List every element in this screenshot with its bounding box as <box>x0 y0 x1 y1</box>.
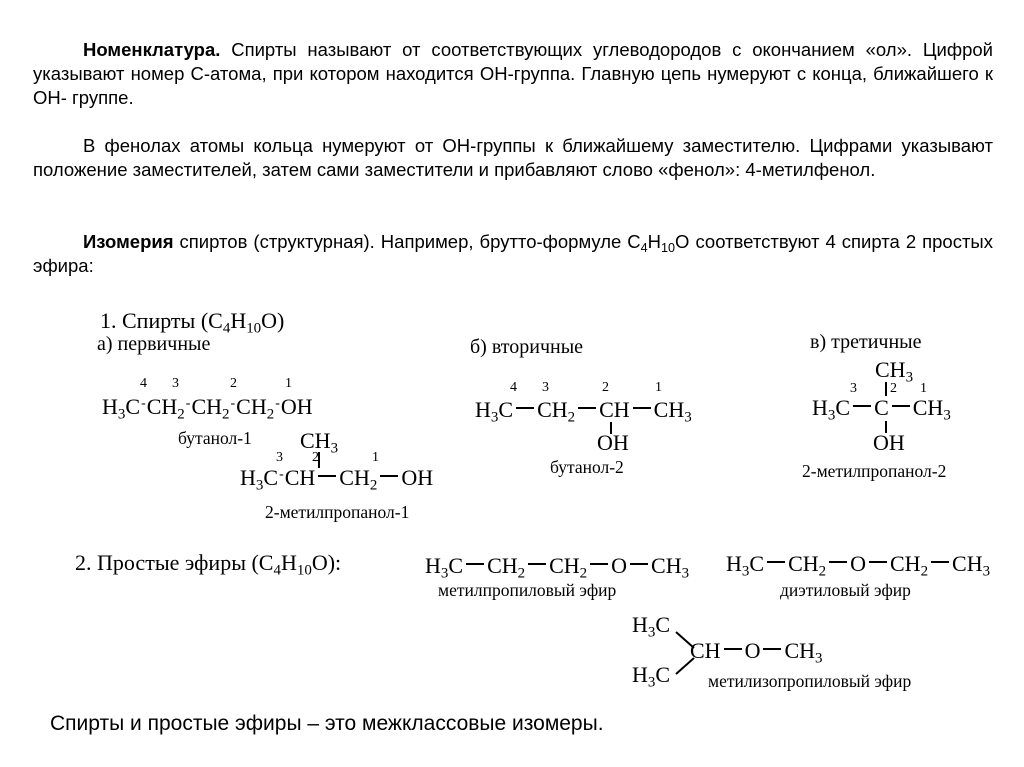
ethers-title-sub4: 4 <box>273 562 281 579</box>
methylpropanol2-formula: $H_3C$ C $CH_3$ <box>812 395 951 424</box>
alcohols-title-sub4: 4 <box>222 320 231 337</box>
oh-group: OH <box>597 430 629 455</box>
methylpropanol2-name: 2-метилпропанол-2 <box>802 461 947 481</box>
ethers-title-b: Н <box>280 550 297 575</box>
nomenclature-text: Спирты называют от соответствующих углеводородов с окончанием «ол». Цифрой указывают номер С-атома, при котором находится ОН-группа. Главную цепь нумеруют с конца, ближайшего к ОН- группе. <box>33 39 993 108</box>
secondary-label: б) вторичные <box>470 336 584 358</box>
alcohols-title-b: Н <box>230 308 247 333</box>
alcohols-title-c: О) <box>261 308 285 333</box>
diethyl-ether-name: диэтиловый эфир <box>780 580 911 600</box>
diethyl-ether-formula: $H_3C$ $CH_2$ O $CH_2$ $CH_3$ <box>726 551 991 580</box>
ethers-title <box>75 550 342 579</box>
methylpropyl-ether-formula: $H_3C$ $CH_2$ $CH_2$ O $CH_3$ <box>425 553 690 582</box>
butanol2-formula: $H_3C$ $CH_2$ CH $CH_3$ <box>475 397 692 426</box>
isomerism-text-a: спиртов (структурная). Например, брутто-формуле С <box>173 231 641 252</box>
atom-number-2: 2 <box>312 450 319 465</box>
phenol-paragraph <box>33 134 993 182</box>
isomerism-heading: Изомерия <box>83 231 174 252</box>
butanol2-name: бутанол-2 <box>550 457 624 477</box>
formula-sub-10: 10 <box>661 240 676 255</box>
methyl-bond <box>885 382 887 396</box>
butanol1-name: бутанол-1 <box>178 428 252 448</box>
atom-number-1: 1 <box>920 381 927 396</box>
alcohols-title <box>100 308 285 337</box>
nomenclature-heading: Номенклатура. <box>83 39 221 60</box>
atom-number-2: 2 <box>890 381 897 396</box>
phenol-text: В фенолах атомы кольца нумеруют от ОН-группы к ближайшему заместителю. Цифрами указывают положение заместителей, затем сами заместители и прибавляют слово «фенол»: 4-метилфенол. <box>33 135 993 180</box>
atom-number-3: 3 <box>542 380 549 395</box>
atom-number-3: 3 <box>850 381 857 396</box>
methyl-group-lower: $H_3C$ <box>632 662 671 691</box>
alcohols-title-sub10: 10 <box>246 320 262 337</box>
formula-sub-4: 4 <box>640 240 648 255</box>
atom-number-4: 4 <box>510 380 517 395</box>
ethers-title-c: О): <box>311 550 342 575</box>
tertiary-label: в) третичные <box>810 331 922 353</box>
atom-number-1: 1 <box>655 380 662 395</box>
atom-number-4: 4 <box>140 376 147 391</box>
isomerism-paragraph <box>33 230 993 278</box>
atom-number-3: 3 <box>276 450 283 465</box>
methylpropyl-ether-name: метилпропиловый эфир <box>438 580 617 600</box>
atom-number-1: 1 <box>285 376 292 391</box>
isomerism-text-c: О соответствуют 4 спирта 2 простых эфира: <box>33 231 993 276</box>
alcohols-title-a: 1. Спирты (С <box>100 308 223 333</box>
methylpropanol1-name: 2-метилпропанол-1 <box>265 502 410 522</box>
conclusion-text: Спирты и простые эфиры – это межклассовые изомеры. <box>50 712 604 735</box>
atom-number-3: 3 <box>172 376 179 391</box>
oh-group: OH <box>873 430 905 455</box>
methylisopropyl-ether-name: метилизопропиловый эфир <box>708 671 912 691</box>
atom-number-2: 2 <box>230 376 237 391</box>
methyl-group-upper: $H_3C$ <box>632 612 671 641</box>
atom-number-2: 2 <box>602 380 609 395</box>
methyl-group-top: $CH_3$ <box>875 357 914 386</box>
ethers-title-sub10: 10 <box>296 562 312 579</box>
methylisopropyl-ether-formula: CH O $CH_3$ <box>690 638 823 667</box>
butanol1-formula: $H_3C-CH_2-CH_2-CH_2-OH$ <box>102 394 313 423</box>
methyl-group: $CH_3$ <box>300 428 339 457</box>
isomerism-text-b: Н <box>647 231 662 252</box>
primary-label: а) первичные <box>97 333 211 355</box>
atom-number-1: 1 <box>372 450 379 465</box>
ethers-title-a: 2. Простые эфиры (С <box>75 550 274 575</box>
nomenclature-paragraph <box>33 38 993 110</box>
methylpropanol1-formula: $H_3C-CH$ $CH_2$ OH <box>240 465 434 494</box>
